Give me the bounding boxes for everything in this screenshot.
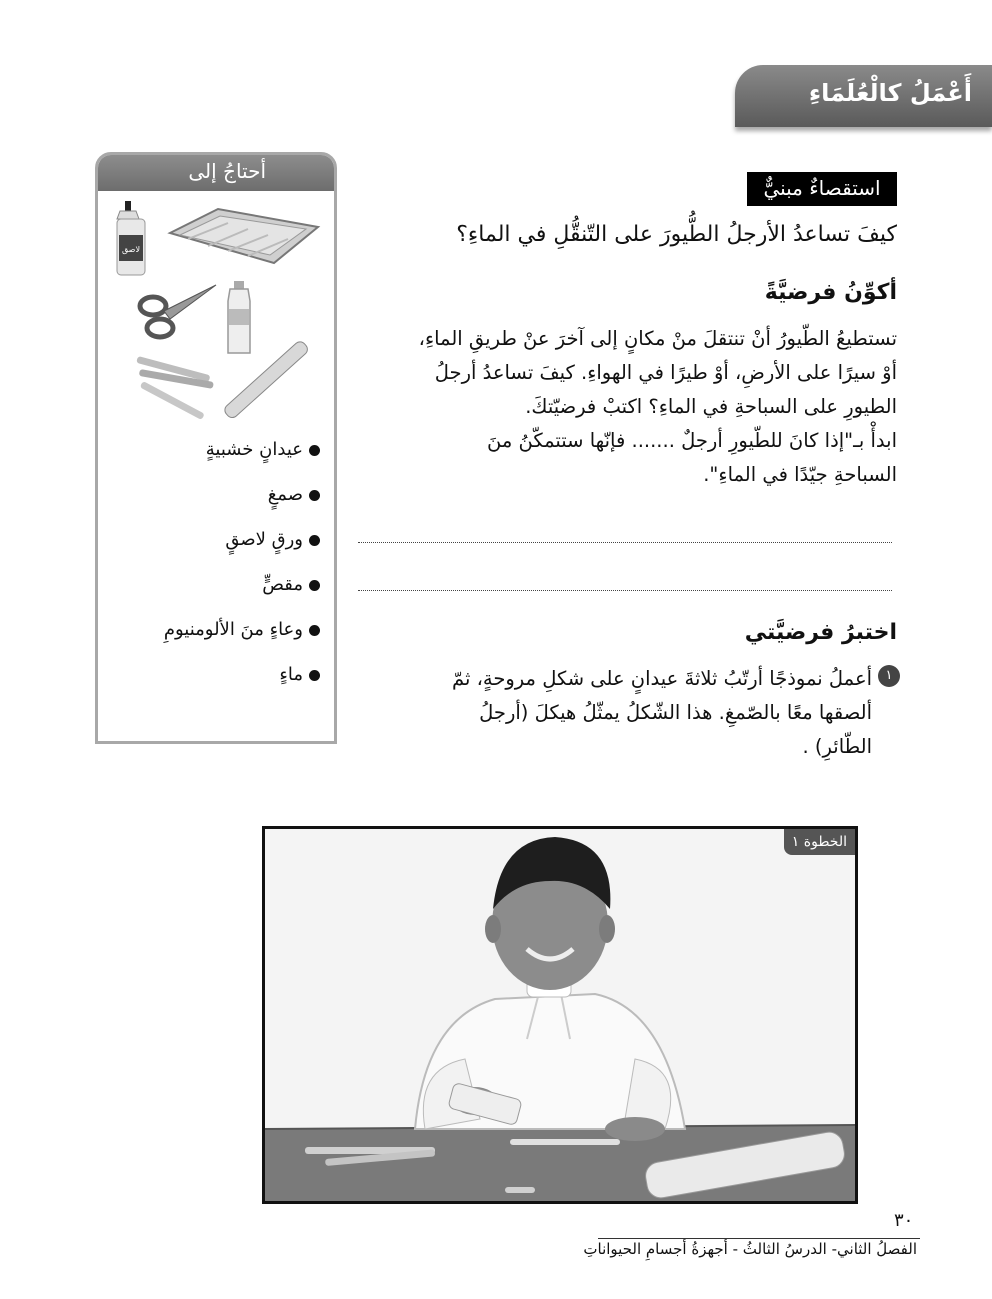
inquiry-question: كيفَ تساعدُ الأرجلُ الطُّيورَ على التّنقُّلِ في الماءِ؟ [456,222,897,247]
hypothesis-line: تستطيعُ الطّيورُ أنْ تنتقلَ منْ مكانٍ إلى آخرَ عنْ طريقِ الماءِ، [418,327,897,350]
footer-divider [598,1238,920,1239]
list-item: عيدانٍ خشبيةٍ [105,437,320,482]
lesson-banner [735,65,992,127]
step-number-badge: ١ [878,665,900,687]
bullet-icon [309,580,320,591]
bullet-icon [309,490,320,501]
step-line: أعملُ نموذجًا أرتّبُ ثلاثةَ عيدانٍ على شكلِ مروحةٍ، ثمّ [451,667,872,690]
scissors-icon [140,285,216,337]
step-line: الطّائرِ) . [802,735,872,758]
hypothesis-line: أوْ سيرًا على الأرضِ، أوْ طيرًا في الهواءِ. كيفَ تساعدُ أرجلُ [434,361,897,384]
materials-header [98,155,334,191]
step-text [352,662,872,764]
inquiry-label: استقصاءٌ مبنيٌّ [747,172,897,206]
svg-text:لاصق: لاصق [121,245,141,254]
answer-line[interactable] [358,542,892,543]
materials-list [105,437,320,707]
list-item: صمغٍ [105,482,320,527]
materials-title: أحتاجُ إلى [188,159,266,183]
water-bottle-icon [228,281,250,353]
test-heading: اختبرُ فرضيَّتي [744,620,897,645]
list-item: مقصٍّ [105,572,320,617]
boy-gluing-sticks-illustration [265,829,855,1201]
materials-box [95,152,337,744]
bullet-icon [309,670,320,681]
hypothesis-heading: أكوِّنُ فرضيَّةً [764,280,897,305]
list-item: وعاءٍ منَ الألومنيومِ [105,617,320,662]
hypothesis-line: ابدأْ بـ"إذا كانَ للطّيورِ أرجلٌ ....... فإنّها ستتمكّنُ منَ [487,429,897,452]
page-number: ٣٠ [894,1210,914,1231]
list-item: ورقٍ لاصقٍ [105,527,320,572]
step-photo [262,826,858,1204]
step-badge: الخطوة ١ [784,829,855,855]
footer-text: الفصلُ الثاني- الدرسُ الثالثُ - أجهزةُ أجسامِ الحيواناتِ [583,1240,917,1258]
bullet-icon [309,535,320,546]
wooden-sticks-icon [136,356,214,420]
hypothesis-body [357,322,897,492]
list-item: ماءٍ [105,662,320,707]
aluminum-tray-icon [170,209,318,263]
hypothesis-line: السباحةِ جيّدًا في الماءِ". [703,463,897,486]
glue-bottle-icon [117,201,145,275]
bullet-icon [309,625,320,636]
bullet-icon [309,445,320,456]
hypothesis-line: الطيورِ على السباحةِ في الماءِ؟ اكتبْ فرضيّتكَ. [525,395,897,418]
banner-title: أَعْمَلُ كالْعُلَمَاءِ [808,79,972,107]
step-line: ألصقها معًا بالصّمغِ. هذا الشّكلُ يمثّلُ هيكلَ (أرجلُ [479,701,872,724]
answer-line[interactable] [358,590,892,591]
materials-illustration [98,191,334,421]
